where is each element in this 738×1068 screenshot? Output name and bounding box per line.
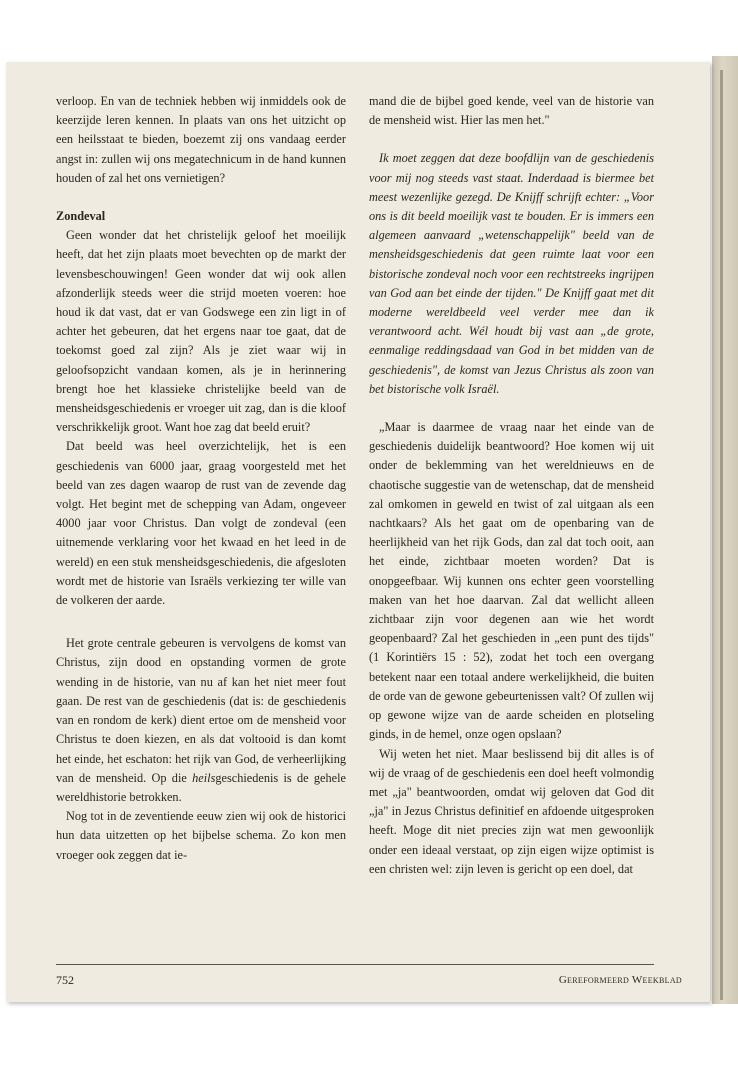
right-paragraph-3: Wij weten het niet. Maar beslissend bij dit alles is of wij de vraag of de geschiedenis een doel heeft volmondig met „ja" beantwoorden, omdat wij geloven dat God dit „ja" in Jezus Christus definitief en afdoende uitgesproken heeft. Moge dit niet precies zijn wat men gewoonlijk onder een ideaal verstaat, op zijn eigen wijze optimist is een christen wel: zijn leven is gericht op een doel, dat <box>369 746 654 876</box>
left-paragraph-4-part-2: geschiedenis is de gehele wereldhistorie betrokken. <box>56 770 346 804</box>
left-paragraph-1: verloop. En van de techniek hebben wij inmiddels ook de keerzijde leren kennen. In plaats van ons het uitzicht op een heilsstaat te bieden, boezemt zij ons vandaag eerder angst in: zullen wij ons megatechnicum in de hand kunnen houden of zal het ons vernietigen? <box>56 94 346 185</box>
left-paragraph-4-italic: heils <box>192 770 216 785</box>
left-paragraph-2: Geen wonder dat het christelijk geloof het moeilijk heeft, dat het zijn plaats moet bevechten op de markt der levensbeschouwingen! Geen wonder dat wij ook allen afzonderlijk steeds weer die strijd moeten voeren: hoe houd ik dat vast, dat er van Godswege een zin ligt in of achter het gebeuren, dat het ergens naar toe gaat, dat de toekomst goed zal zijn? Als je ziet waar wij in geloofsopzicht vandaan komen, als je in herinnering brengt hoe het klassieke christelijke beeld van de mensheidsgeschiedenis er vroeger uit zag, dan is die kloof verschrikkelijk groot. Want hoe zag dat beeld eruit? <box>56 228 346 435</box>
adjacent-page-edge <box>712 56 738 1004</box>
right-paragraph-1: mand die de bijbel goed kende, veel van de historie van de mensheid wist. Hier las men het." <box>369 94 654 128</box>
page-number: 752 <box>56 973 74 987</box>
right-paragraph-2: „Maar is daarmee de vraag naar het einde van de geschiedenis duidelijk beantwoord? Hoe komen wij uit onder de beklemming van het wereldnieuws en de chaotische suggestie van de wetenschap, dat de mensheid zal omkomen in geweld en twist of zal uitgaan als een nachtkaars? Als het gaat om de openbaring van de heerlijkheid van het rijk Gods, dan zal dat toch ooit, aan het einde, zichtbaar moeten worden? Dat is onopgeefbaar. Wij kunnen ons echter geen voorstelling maken van het hoe daarvan. Zal dat wellicht alleen zichtbaar zijn voor degenen aan wie het wordt geopenbaard? Zal het geschieden in „een punt des tijds" (1 Korintiërs 15 : 52), zodat het toch een overgang betekent naar een totaal andere werkelijkheid, die buiten de orde van de gewone gebeurtenissen valt? Of zullen wij op gewone wijze van de aarde scheiden en plotseling ginds, in de hemel, onze ogen opslaan? <box>369 420 654 742</box>
right-italic-block: Ik moet zeggen dat deze boofdlijn van de geschiedenis voor mij nog steeds vast staat. Inderdaad is biermee bet meest wezenlijke gezegd. De Knijff schrijft echter: „Voor ons is dit beeld moeilijk vast te bouden. Er is immers een algemeen aanvaard „wetenschappelijk" beeld van de mensheidsgeschiedenis dat geen ruimte laat voor een bistorische zondeval noch voor een rechtstreeks ingrijpen van God aan bet einde der tijden." De Knijff gaat met dit moderne wereldbeeld veel verder mee dan ik verantwoord acht. Wél houdt bij vast aan „de grote, eenmalige reddingsdaad van God in bet midden van de geschiedenis", de komst van Jezus Christus als zoon van bet bistorische volk Israël. <box>369 151 654 396</box>
left-paragraph-3: Dat beeld was heel overzichtelijk, het is een geschiedenis van 6000 jaar, graag voorgesteld met het beeld van zes dagen waarop de rust van de zevende dag volgt. Het begint met de schepping van Adam, ongeveer 4000 jaar voor Christus. Dan volgt de zondeval (een uitnemende verklaring voor het kwaad en het leed in de wereld) en een stuk mensheidsgeschiedenis, die afgesloten wordt met de historie van Israëls verkiezing ter wille van de volkeren der aarde. <box>56 439 346 608</box>
magazine-title: Gereformeerd Weekblad <box>558 974 682 986</box>
left-column <box>56 92 346 865</box>
footer-rule <box>56 964 654 965</box>
left-paragraph-4 <box>56 634 346 807</box>
left-paragraph-5: Nog tot in de zeventiende eeuw zien wij ook de historici hun data uitzetten op het bijbelse schema. Zo kon men vroeger ook zeggen dat ie- <box>56 809 346 862</box>
page-edge-stripe <box>720 70 723 1000</box>
left-paragraph-4-part-1: Het grote centrale gebeuren is vervolgens de komst van Christus, zijn dood en opstanding vormen de grote wending in de historie, van nu af kan het niet meer fout gaan. De rest van de geschiedenis (dat is: de geschiedenis van en rondom de kerk) dient ertoe om de mensheid voor Christus te doen kiezen, en als dat voltooid is dan komt het einde, het eschaton: het rijk van God, de verheerlijking van de mensheid. Op die <box>56 636 346 785</box>
section-heading: Zondeval <box>56 209 106 224</box>
right-column <box>369 92 654 879</box>
